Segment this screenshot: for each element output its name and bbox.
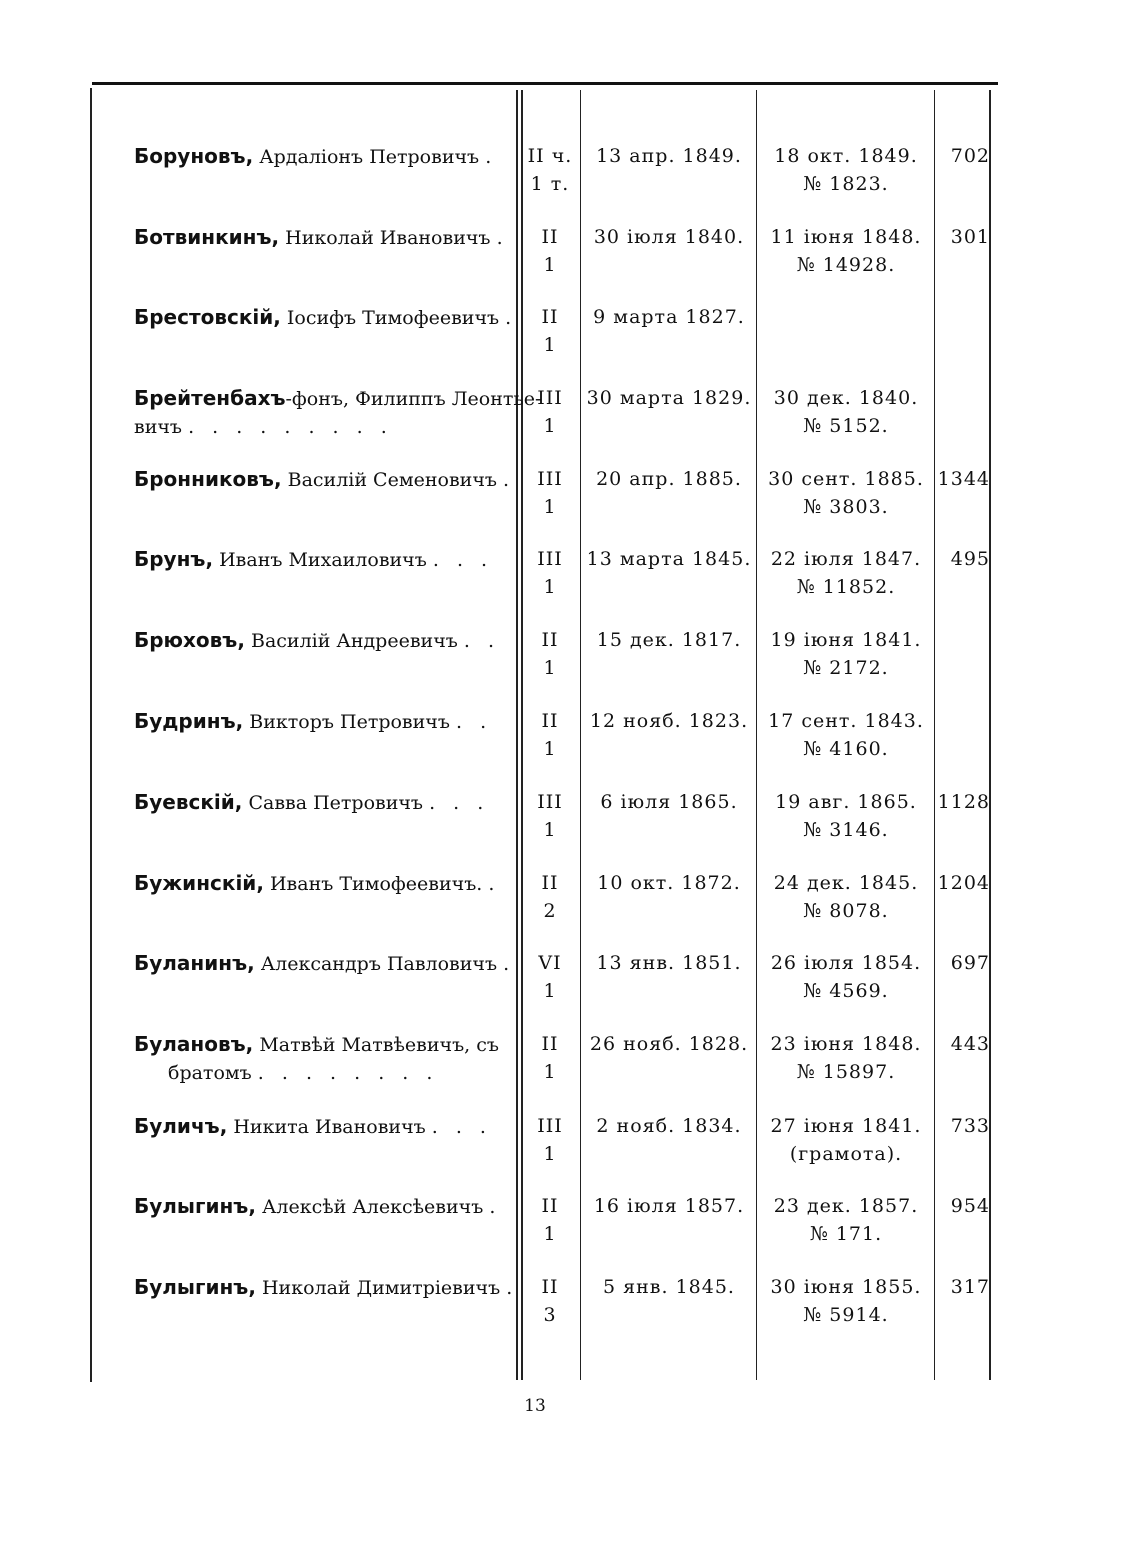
rank: III bbox=[537, 548, 563, 570]
approval-date: 23 дек. 1857. bbox=[773, 1195, 919, 1217]
rank: III bbox=[537, 468, 563, 490]
date-cell bbox=[584, 707, 754, 735]
name-cell bbox=[134, 949, 516, 978]
approval-date: 18 окт. 1849. bbox=[774, 145, 918, 167]
rank-cell bbox=[522, 303, 578, 359]
approval-date: 27 іюня 1841. bbox=[770, 1115, 922, 1137]
approval-number: № 15897. bbox=[796, 1061, 896, 1083]
rank: II bbox=[541, 1195, 559, 1217]
approval-cell bbox=[758, 384, 934, 440]
given-name: Иванъ Тимофеевичъ. bbox=[269, 873, 483, 895]
rank-cell bbox=[522, 142, 578, 198]
approval-date: 22 іюля 1847. bbox=[770, 548, 922, 570]
given-name: Алексѣй Алексѣевичъ bbox=[261, 1196, 484, 1218]
rank-cell bbox=[522, 626, 578, 682]
number-cell: 1204 bbox=[937, 872, 990, 894]
table-row bbox=[0, 626, 1140, 706]
approval-cell bbox=[758, 142, 934, 198]
number-cell: 702 bbox=[950, 145, 990, 167]
approval-cell bbox=[758, 949, 934, 1005]
given-name: Матвѣй Матвѣевичъ, съ bbox=[259, 1034, 499, 1056]
approval-number: № 1823. bbox=[803, 173, 889, 195]
rank: II bbox=[541, 1033, 559, 1055]
name-continuation: вичъ bbox=[134, 416, 183, 438]
surname: Боруновъ, bbox=[134, 144, 254, 168]
surname: Буланинъ, bbox=[134, 951, 255, 975]
volume: 1 bbox=[543, 254, 557, 276]
rank-cell bbox=[522, 1030, 578, 1086]
approval-cell bbox=[758, 1192, 934, 1248]
table-row bbox=[0, 1112, 1140, 1192]
given-name: Василій Андреевичъ bbox=[250, 630, 458, 652]
table-row bbox=[0, 384, 1140, 464]
date: 10 окт. 1872. bbox=[597, 872, 741, 894]
name-cell bbox=[134, 545, 510, 574]
leader-dots: . . bbox=[456, 711, 493, 733]
volume: 1 bbox=[543, 415, 557, 437]
rank: II bbox=[541, 306, 559, 328]
leader-dots: . bbox=[485, 146, 498, 168]
date: 16 іюля 1857. bbox=[593, 1195, 745, 1217]
rank-cell bbox=[522, 223, 578, 279]
approval-number: № 4569. bbox=[803, 980, 889, 1002]
rank: II bbox=[541, 1276, 559, 1298]
date-cell bbox=[584, 465, 754, 493]
name-cell bbox=[134, 1273, 519, 1302]
leader-dots: . bbox=[503, 469, 516, 491]
surname: Буличъ, bbox=[134, 1114, 228, 1138]
date: 30 марта 1829. bbox=[586, 387, 752, 409]
rank-cell bbox=[522, 384, 578, 440]
leader-dots: . bbox=[489, 1196, 502, 1218]
approval-number: (грамота). bbox=[789, 1143, 903, 1165]
table-row bbox=[0, 223, 1140, 303]
approval-number: № 5914. bbox=[803, 1304, 889, 1326]
rank: III bbox=[537, 1115, 563, 1137]
number-cell: 443 bbox=[950, 1033, 990, 1055]
volume: 1 bbox=[543, 1143, 557, 1165]
number-cell: 301 bbox=[950, 226, 990, 248]
table-row bbox=[0, 1192, 1140, 1272]
number-cell: 1128 bbox=[937, 791, 990, 813]
leader-dots: . bbox=[503, 953, 516, 975]
approval-date: 23 іюня 1848. bbox=[770, 1033, 922, 1055]
date: 30 іюля 1840. bbox=[593, 226, 745, 248]
approval-number: № 5152. bbox=[803, 415, 889, 437]
table-row bbox=[0, 1030, 1140, 1110]
approval-cell bbox=[758, 1273, 934, 1329]
given-name: Василій Семеновичъ bbox=[287, 469, 497, 491]
volume: 1 bbox=[543, 980, 557, 1002]
table-row bbox=[0, 545, 1140, 625]
approval-cell bbox=[758, 465, 934, 521]
volume: 1 bbox=[543, 819, 557, 841]
volume: 1 bbox=[543, 1223, 557, 1245]
date: 12 нояб. 1823. bbox=[589, 710, 749, 732]
number-cell: 697 bbox=[950, 952, 990, 974]
name-cell bbox=[134, 788, 510, 817]
date: 9 марта 1827. bbox=[593, 306, 745, 328]
date-cell bbox=[584, 1112, 754, 1140]
approval-number: № 8078. bbox=[803, 900, 889, 922]
table-row bbox=[0, 707, 1140, 787]
leader-dots: . bbox=[506, 1277, 519, 1299]
approval-number: № 2172. bbox=[803, 657, 889, 679]
volume: 3 bbox=[543, 1304, 557, 1326]
leader-dots: . . . bbox=[429, 792, 490, 814]
given-name: Николай Димитріевичъ bbox=[261, 1277, 501, 1299]
given-name: Никита Ивановичъ bbox=[233, 1116, 426, 1138]
name-cell bbox=[134, 142, 510, 171]
page-number: 13 bbox=[524, 1396, 546, 1416]
approval-date: 11 іюня 1848. bbox=[770, 226, 922, 248]
rank: III bbox=[537, 387, 563, 409]
surname: Брейтенбахъ bbox=[134, 386, 286, 410]
approval-date: 26 іюля 1854. bbox=[770, 952, 922, 974]
table-row bbox=[0, 869, 1140, 949]
table-row bbox=[0, 1273, 1140, 1353]
name-cell bbox=[134, 1112, 510, 1141]
surname: Булановъ, bbox=[134, 1032, 254, 1056]
given-name: Викторъ Петровичъ bbox=[249, 711, 450, 733]
rank-cell bbox=[522, 1192, 578, 1248]
table-row bbox=[0, 303, 1140, 383]
number-cell: 1344 bbox=[937, 468, 990, 490]
approval-date: 19 авг. 1865. bbox=[775, 791, 917, 813]
surname: Брестовскій, bbox=[134, 305, 281, 329]
volume: 2 bbox=[543, 900, 557, 922]
rank-cell bbox=[522, 1112, 578, 1168]
date: 13 марта 1845. bbox=[586, 548, 752, 570]
rank-cell bbox=[522, 465, 578, 521]
approval-number: № 3803. bbox=[803, 496, 889, 518]
leader-dots: . . bbox=[463, 630, 501, 652]
date-cell bbox=[584, 949, 754, 977]
surname: Буевскій, bbox=[134, 790, 243, 814]
approval-cell bbox=[758, 1030, 934, 1086]
rank-cell bbox=[522, 707, 578, 763]
date-cell bbox=[584, 626, 754, 654]
number-cell: 317 bbox=[950, 1276, 990, 1298]
given-name: -фонъ, Филиппъ Леонтье- bbox=[285, 388, 542, 410]
date: 2 нояб. 1834. bbox=[596, 1115, 742, 1137]
rank-cell bbox=[522, 949, 578, 1005]
volume: 1 bbox=[543, 576, 557, 598]
name-cell bbox=[134, 707, 510, 736]
surname: Бужинскій, bbox=[134, 871, 264, 895]
table-row bbox=[0, 949, 1140, 1029]
approval-date: 30 дек. 1840. bbox=[773, 387, 919, 409]
volume: 1 bbox=[543, 496, 557, 518]
rank-cell bbox=[522, 869, 578, 925]
date-cell bbox=[584, 869, 754, 897]
date-cell bbox=[584, 384, 754, 412]
volume: 1 bbox=[543, 334, 557, 356]
volume: 1 bbox=[543, 657, 557, 679]
approval-number: № 11852. bbox=[796, 576, 896, 598]
rank: II bbox=[541, 226, 559, 248]
name-cell bbox=[134, 465, 516, 494]
approval-cell bbox=[758, 707, 934, 763]
given-name: Николай Ивановичъ bbox=[285, 227, 491, 249]
approval-cell bbox=[758, 788, 934, 844]
name-cell bbox=[134, 1192, 510, 1221]
name-continuation: братомъ bbox=[168, 1062, 252, 1084]
name-cell bbox=[134, 869, 510, 898]
approval-date: 19 іюня 1841. bbox=[770, 629, 922, 651]
approval-cell bbox=[758, 869, 934, 925]
table-row bbox=[0, 788, 1140, 868]
rank-cell bbox=[522, 545, 578, 601]
rank-cell bbox=[522, 1273, 578, 1329]
given-name: Иванъ Михаиловичъ bbox=[219, 549, 427, 571]
approval-date: 30 іюня 1855. bbox=[770, 1276, 922, 1298]
volume: 1 т. bbox=[530, 173, 570, 195]
approval-date: 17 сент. 1843. bbox=[768, 710, 924, 732]
surname: Булыгинъ, bbox=[134, 1275, 256, 1299]
volume: 1 bbox=[543, 1061, 557, 1083]
date: 5 янв. 1845. bbox=[603, 1276, 735, 1298]
rank: II bbox=[541, 710, 559, 732]
number-cell: 495 bbox=[950, 548, 990, 570]
rank: II bbox=[541, 629, 559, 651]
approval-cell bbox=[758, 545, 934, 601]
date-cell bbox=[584, 545, 754, 573]
number-cell: 733 bbox=[950, 1115, 990, 1137]
table-row bbox=[0, 142, 1140, 222]
approval-cell bbox=[758, 626, 934, 682]
approval-date: 24 дек. 1845. bbox=[773, 872, 919, 894]
name-cell bbox=[134, 303, 518, 332]
approval-cell bbox=[758, 223, 934, 279]
given-name: Александръ Павловичъ bbox=[260, 953, 498, 975]
rank: II bbox=[541, 872, 559, 894]
rank-cell bbox=[522, 788, 578, 844]
name-cell bbox=[134, 384, 542, 441]
approval-number: № 4160. bbox=[803, 738, 889, 760]
leader-dots: . . . bbox=[432, 549, 494, 571]
leader-dots: . bbox=[505, 307, 518, 329]
leader-dots: . . . . . . . . . bbox=[188, 416, 393, 438]
date-cell bbox=[584, 788, 754, 816]
rank: VI bbox=[538, 952, 562, 974]
surname: Будринъ, bbox=[134, 709, 244, 733]
rank: II ч. bbox=[527, 145, 573, 167]
number-cell: 954 bbox=[950, 1195, 990, 1217]
approval-date: 30 сент. 1885. bbox=[768, 468, 924, 490]
leader-dots: . bbox=[496, 227, 509, 249]
table-row bbox=[0, 465, 1140, 545]
leader-dots: . . . . . . . . bbox=[257, 1062, 439, 1084]
name-cell bbox=[134, 223, 510, 252]
date: 26 нояб. 1828. bbox=[589, 1033, 749, 1055]
surname: Брунъ, bbox=[134, 547, 214, 571]
volume: 1 bbox=[543, 738, 557, 760]
date: 13 апр. 1849. bbox=[596, 145, 742, 167]
date: 6 іюля 1865. bbox=[600, 791, 738, 813]
date-cell bbox=[584, 303, 754, 331]
rank: III bbox=[537, 791, 563, 813]
given-name: Савва Петровичъ bbox=[248, 792, 424, 814]
surname: Булыгинъ, bbox=[134, 1194, 256, 1218]
surname: Брюховъ, bbox=[134, 628, 245, 652]
date-cell bbox=[584, 223, 754, 251]
leader-dots: . bbox=[488, 873, 501, 895]
leader-dots: . . . bbox=[431, 1116, 492, 1138]
top-rule bbox=[92, 82, 998, 85]
approval-number: № 14928. bbox=[796, 254, 896, 276]
approval-number: № 171. bbox=[809, 1223, 883, 1245]
approval-number: № 3146. bbox=[803, 819, 889, 841]
date-cell bbox=[584, 1273, 754, 1301]
surname: Ботвинкинъ, bbox=[134, 225, 280, 249]
date: 15 дек. 1817. bbox=[596, 629, 742, 651]
given-name: Іосифъ Тимофеевичъ bbox=[286, 307, 500, 329]
name-cell bbox=[134, 626, 510, 655]
date: 13 янв. 1851. bbox=[596, 952, 742, 974]
approval-cell bbox=[758, 1112, 934, 1168]
date: 20 апр. 1885. bbox=[596, 468, 742, 490]
date-cell bbox=[584, 1192, 754, 1220]
date-cell bbox=[584, 1030, 754, 1058]
given-name: Ардаліонъ Петровичъ bbox=[259, 146, 480, 168]
surname: Бронниковъ, bbox=[134, 467, 282, 491]
date-cell bbox=[584, 142, 754, 170]
name-cell bbox=[134, 1030, 510, 1087]
